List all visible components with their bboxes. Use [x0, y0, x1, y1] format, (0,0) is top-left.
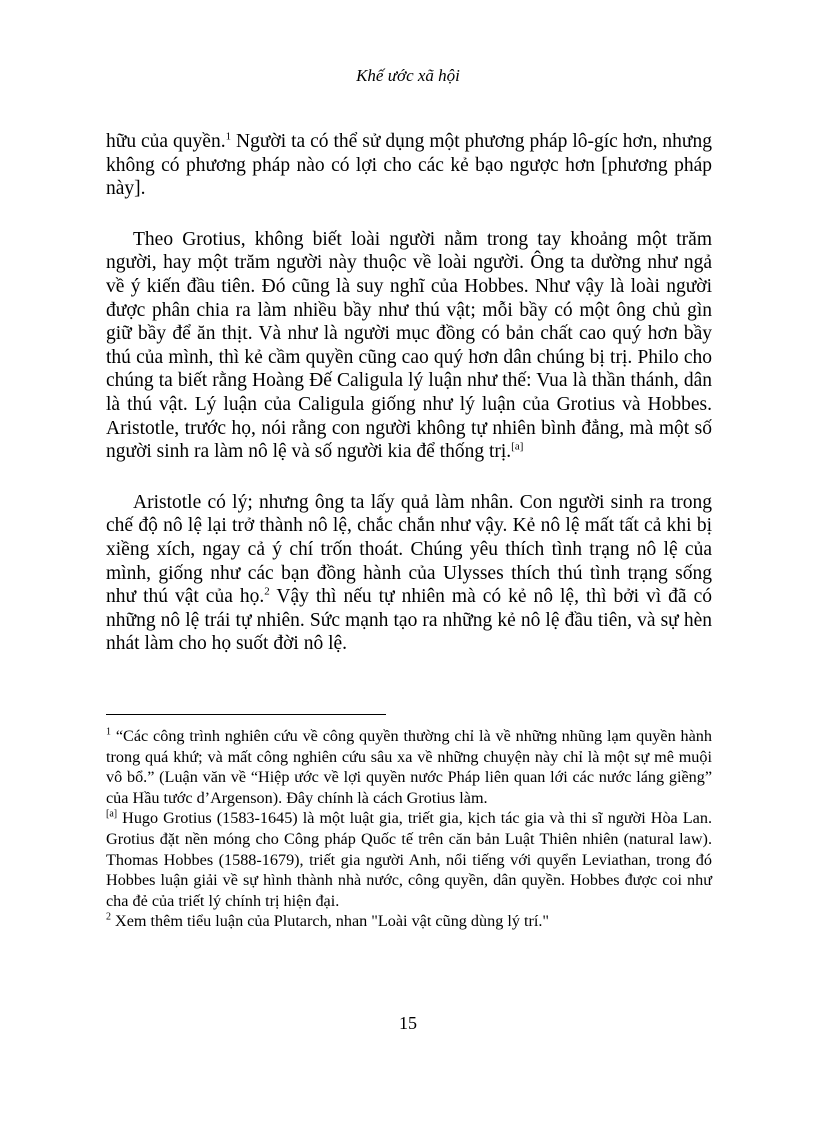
paragraph-1-text-a: hữu của quyền.: [106, 131, 226, 152]
page-number: 15: [399, 1013, 417, 1033]
footnote-text: Xem thêm tiểu luận của Plutarch, nhan "Loài vật cũng dùng lý trí.": [111, 912, 550, 931]
paragraph-2-text: Theo Grotius, không biết loài người nằm trong tay khoảng một trăm người, hay một trăm người này thuộc về loài người. Ông ta dường như ngả về ý kiến đầu tiên. Đó cũng là suy nghĩ của Hobbes. Như vậy là loài người được phân chia ra làm nhiều bầy như thú vật; mỗi bầy có một ông chủ gìn giữ bầy để ăn thịt. Và như là người mục đồng có bản chất cao quý hơn bầy thú của mình, thì kẻ cầm quyền cũng cao quý hơn dân chúng bị trị. Philo cho chúng ta biết rằng Hoàng Đế Caligula lý luận như thế: Vua là thần thánh, dân là thú vật. Lý luận của Caligula giống như lý luận của Grotius và Hobbes. Aristotle, trước họ, nói rằng con người không tự nhiên bình đẳng, mà một số người sinh ra làm nô lệ và số người kia để thống trị.: [106, 228, 712, 463]
footnote-mark: 2: [106, 911, 111, 923]
paragraph-3-text-a: Aristotle có lý; nhưng ông ta lấy quả làm nhân. Con người sinh ra trong chế độ nô lệ lại trở thành nô lệ, chắc chắn như vậy. Kẻ nô lệ mất tất cả khi bị xiềng xích, ngay cả ý chí trốn thoát. Chúng yêu thích tình trạng nô lệ của mình, giống như các bạn đồng hành của Ulysses thích thú tình trạng sống như thú vật của họ.: [106, 491, 712, 608]
footnote-ref-1[interactable]: 1: [225, 130, 232, 143]
footnote-ref-a[interactable]: [a]: [511, 440, 524, 453]
footnote-text: “Các công trình nghiên cứu về công quyền thường chỉ là về những nhũng lạm quyền hành trong quá khứ; và mất công nghiên cứu sâu xa về những chuyện này chỉ là một sự mê muội vô bổ.” (Luận văn về “Hiệp ước về lợi quyền nước Pháp liên quan lới các nước láng giềng” của Hầu tước d’Argenson). Đây chính là cách Grotius làm.: [106, 727, 712, 807]
paragraph-1-text-b: Người ta có thể sử dụng một phương pháp lô-gíc hơn, nhưng không có phương pháp nào có lợi cho các kẻ bạo ngược hơn [phương pháp này].: [106, 131, 712, 200]
footnote-a: [106, 808, 712, 911]
footnote-ref-2[interactable]: 2: [264, 585, 270, 598]
footnote-mark: [a]: [106, 808, 118, 820]
footnote-1: [106, 726, 712, 808]
paragraph-3: [106, 491, 712, 656]
main-text: [106, 130, 712, 656]
running-header: Khế ước xã hội: [356, 66, 460, 85]
footnote-2: [106, 911, 712, 932]
paragraph-2: [106, 228, 712, 464]
footnotes: [106, 726, 712, 932]
footnote-separator: [106, 714, 386, 715]
paragraph-1: [106, 130, 712, 201]
footnote-text: Hugo Grotius (1583-1645) là một luật gia, triết gia, kịch tác gia và thi sĩ người Hòa Lan. Grotius đặt nền móng cho Công pháp Quốc tế trên căn bản Luật Thiên nhiên (natural law). Thomas Hobbes (1588-1679), triết gia người Anh, nổi tiếng với quyển Leviathan, trong đó Hobbes luận giải về sự hình thành nhà nước, công quyền, dân quyền. Hobbes được coi như cha đẻ của triết lý chính trị hiện đại.: [106, 809, 712, 910]
footnote-mark: 1: [106, 726, 111, 738]
paragraph-3-text-b: Vậy thì nếu tự nhiên mà có kẻ nô lệ, thì bởi vì đã có những nô lệ trái tự nhiên. Sức mạnh tạo ra những kẻ nô lệ đầu tiên, và sự hèn nhát làm cho họ suốt đời nô lệ.: [106, 586, 712, 655]
